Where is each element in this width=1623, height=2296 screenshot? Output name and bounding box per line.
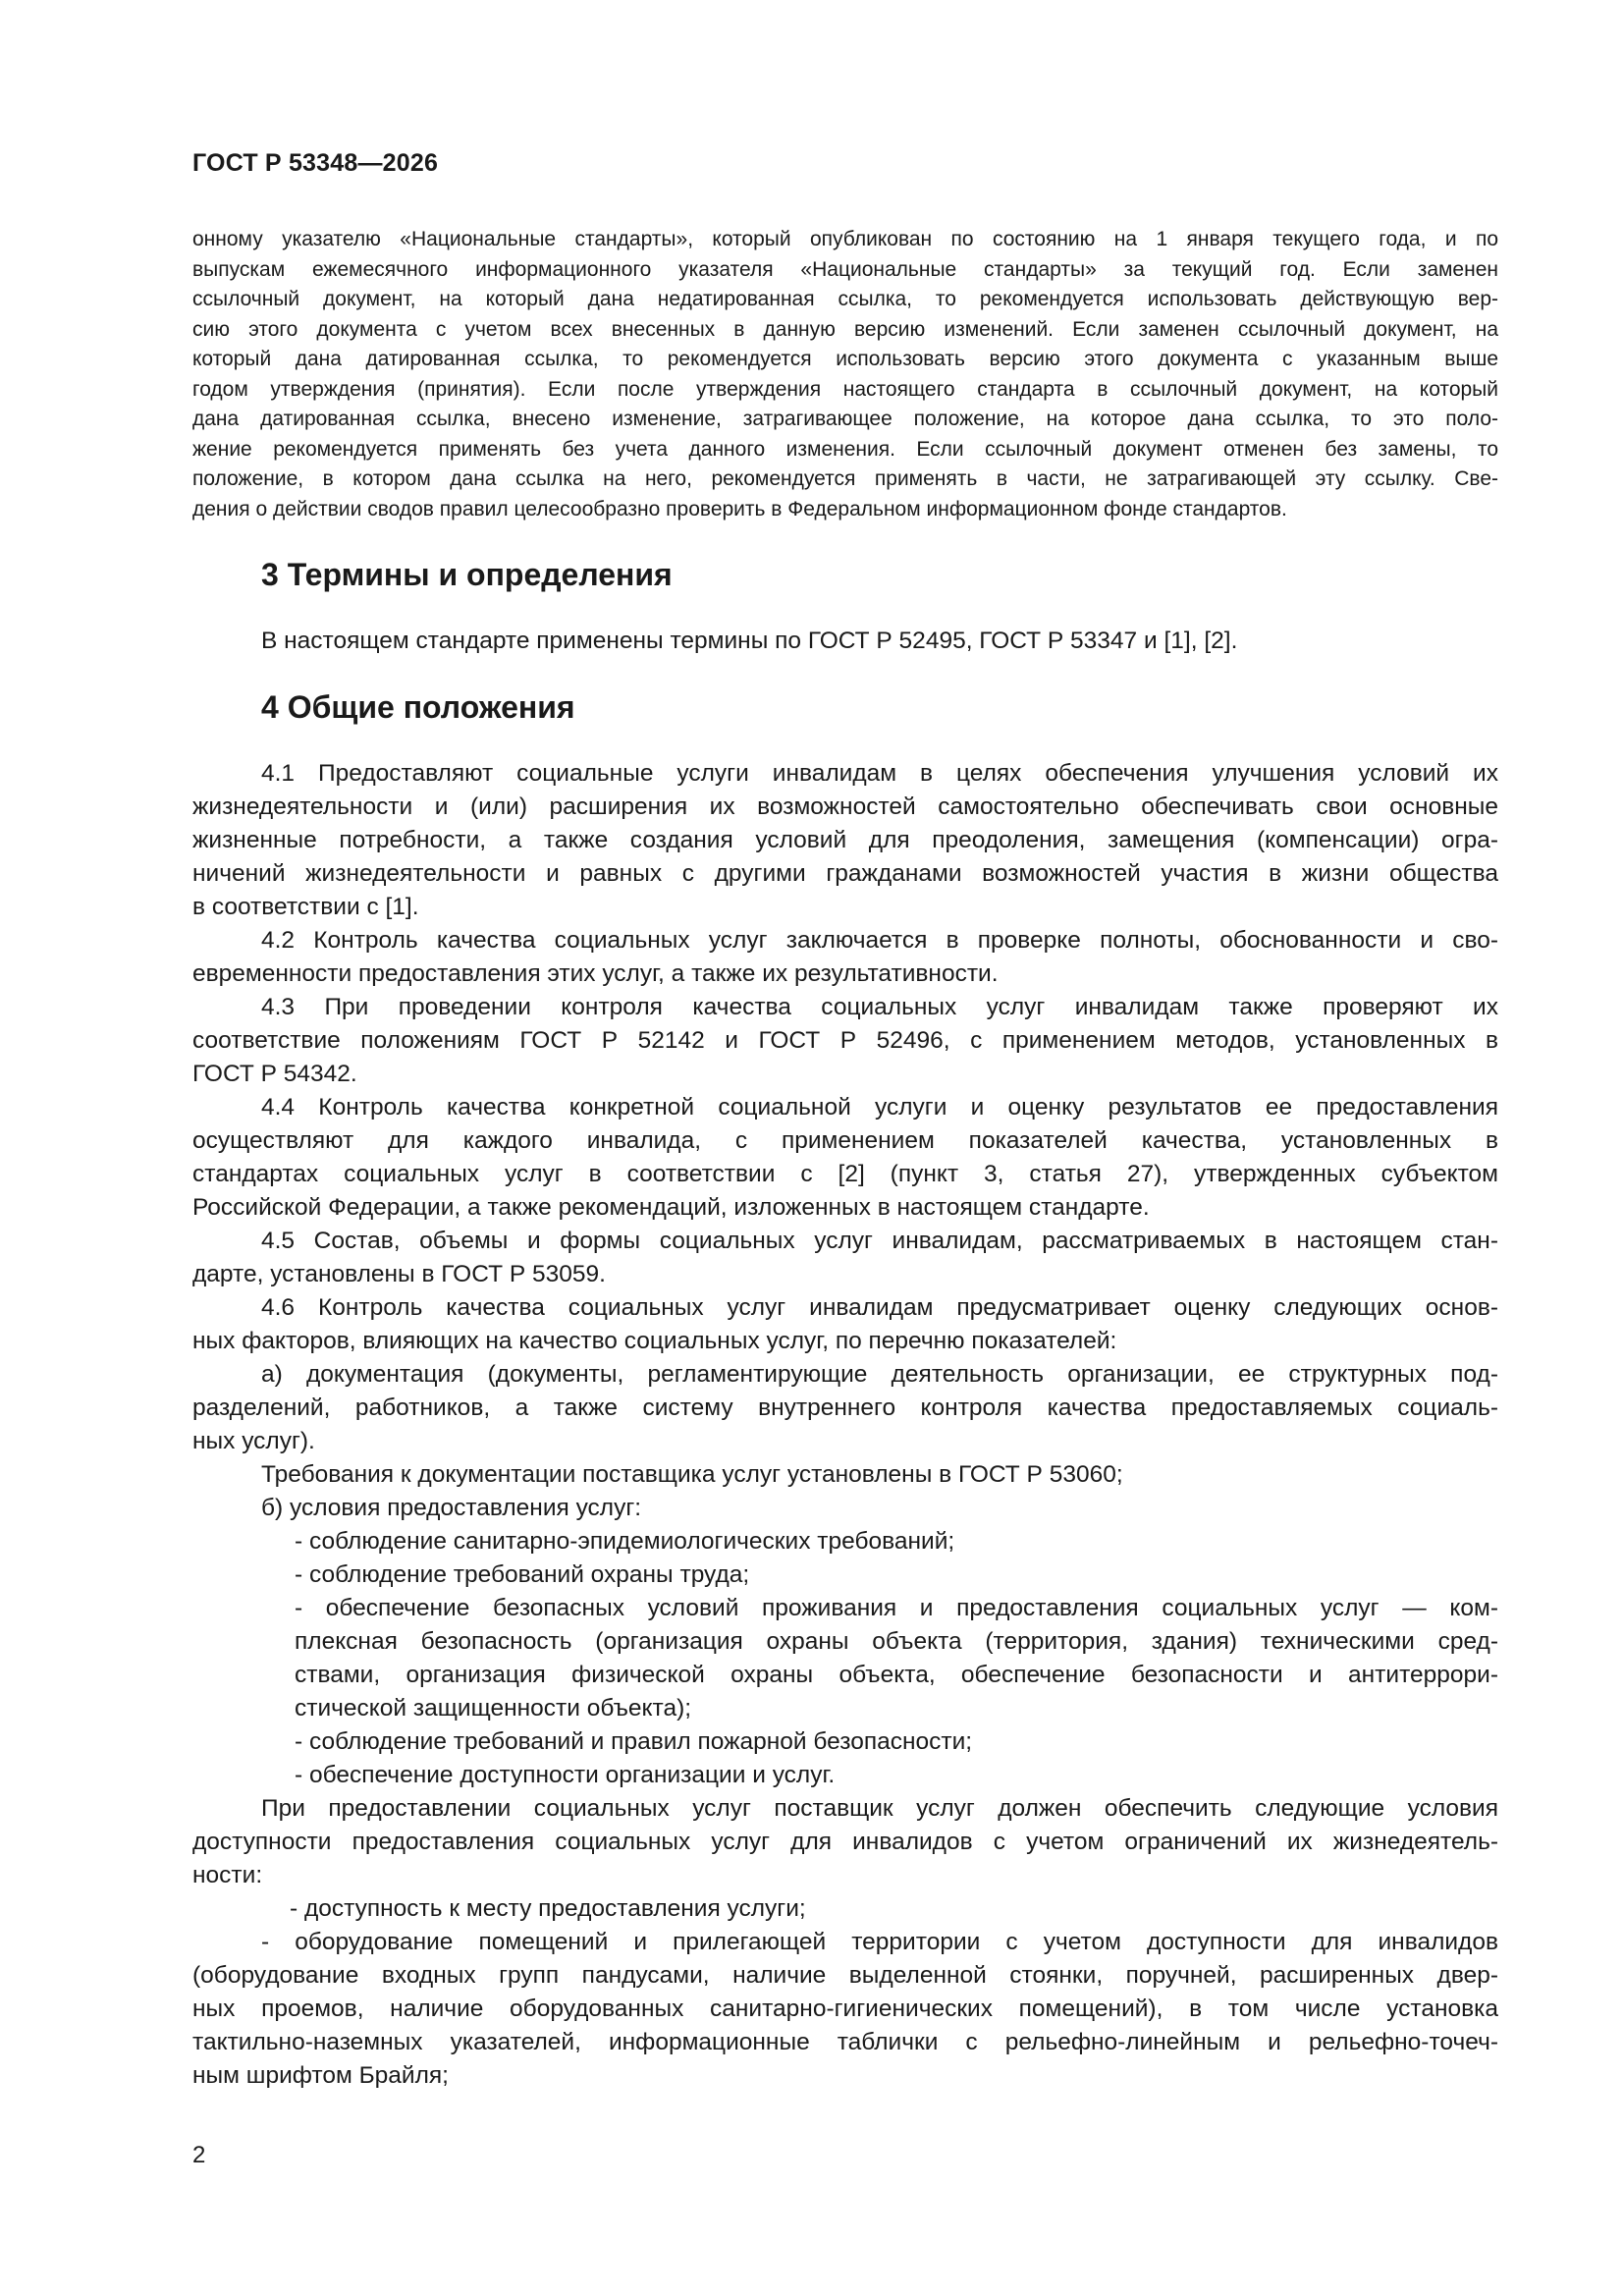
- text-line: разделений, работников, а также систему внутреннего контроля качества предоставляемых социаль-: [192, 1394, 1498, 1421]
- text-line: ных проемов, наличие оборудованных санитарно-гигиенических помещений), в том числе установка: [192, 1995, 1498, 2022]
- document-header: ГОСТ Р 53348—2026: [192, 149, 439, 177]
- text-line: - соблюдение требований охраны труда;: [295, 1561, 750, 1588]
- text-line: ным шрифтом Брайля;: [192, 2062, 449, 2089]
- text-line: - обеспечение доступности организации и услуг.: [295, 1762, 836, 1788]
- text-line: 4.1 Предоставляют социальные услуги инвалидам в целях обеспечения улучшения условий их: [261, 760, 1498, 787]
- text-line: плексная безопасность (организация охраны объекта (территория, здания) техническими сред-: [295, 1628, 1498, 1655]
- text-line: в соответствии с [1].: [192, 894, 419, 920]
- text-line: тактильно-наземных указателей, информационные таблички с рельефно-линейным и рельефно-точеч-: [192, 2029, 1498, 2055]
- text-line: (оборудование входных групп пандусами, наличие выделенной стоянки, поручней, расширенных двер-: [192, 1962, 1498, 1989]
- text-line: который дана датированная ссылка, то рекомендуется использовать версию этого документа с указанным выше: [192, 348, 1498, 370]
- text-line: Требования к документации поставщика услуг установлены в ГОСТ Р 53060;: [261, 1461, 1123, 1488]
- text-line: жизнедеятельности и (или) расширения их возможностей самостоятельно обеспечивать свои основные: [192, 793, 1498, 820]
- text-line: доступности предоставления социальных услуг для инвалидов с учетом ограничений их жизнедеятель-: [192, 1829, 1498, 1855]
- text-line: стандартах социальных услуг в соответствии с [2] (пункт 3, статья 27), утвержденных субъектом: [192, 1161, 1498, 1187]
- text-line: жизненные потребности, а также создания условий для преодоления, замещения (компенсации) огра-: [192, 827, 1498, 853]
- text-line: Российской Федерации, а также рекомендаций, изложенных в настоящем стандарте.: [192, 1194, 1150, 1221]
- text-line: - оборудование помещений и прилегающей территории с учетом доступности для инвалидов: [261, 1929, 1498, 1955]
- section-4-heading: 4 Общие положения: [261, 689, 575, 725]
- text-line: ности:: [192, 1862, 263, 1888]
- text-line: жение рекомендуется применять без учета данного изменения. Если ссылочный документ отменен без замены, то: [192, 437, 1498, 461]
- text-line: онному указателю «Национальные стандарты», который опубликован по состоянию на 1 января текущего года, и по: [192, 228, 1498, 250]
- text-line: 4.4 Контроль качества конкретной социальной услуги и оценку результатов ее предоставления: [261, 1094, 1498, 1121]
- text-line: При предоставлении социальных услуг поставщик услуг должен обеспечить следующие условия: [261, 1795, 1498, 1822]
- text-line: - соблюдение санитарно-эпидемиологических требований;: [295, 1528, 955, 1555]
- text-line: осуществляют для каждого инвалида, с применением показателей качества, установленных в: [192, 1127, 1498, 1154]
- text-line: ных услуг).: [192, 1428, 315, 1454]
- intro-paragraph: [192, 225, 1498, 524]
- section-3-heading: 3 Термины и определения: [261, 557, 673, 592]
- text-line: выпускам ежемесячного информационного указателя «Национальные стандарты» за текущий год. Если заменен: [192, 257, 1498, 281]
- text-line: 4.6 Контроль качества социальных услуг инвалидам предусматривает оценку следующих основ-: [261, 1294, 1498, 1321]
- text-line: 4.2 Контроль качества социальных услуг заключается в проверке полноты, обоснованности и сво-: [261, 927, 1498, 954]
- text-line: соответствие положениям ГОСТ Р 52142 и ГОСТ Р 52496, с применением методов, установленных в: [192, 1027, 1498, 1054]
- text-line: ничений жизнедеятельности и равных с другими гражданами возможностей участия в жизни общества: [192, 860, 1498, 887]
- text-line: а) документация (документы, регламентирующие деятельность организации, ее структурных под-: [261, 1361, 1498, 1388]
- text-line: - обеспечение безопасных условий проживания и предоставления социальных услуг — ком-: [295, 1595, 1498, 1621]
- text-line: - соблюдение требований и правил пожарной безопасности;: [295, 1728, 973, 1755]
- text-line: ствами, организация физической охраны объекта, обеспечение безопасности и антитеррори-: [295, 1662, 1498, 1688]
- text-line: 4.3 При проведении контроля качества социальных услуг инвалидам также проверяют их: [261, 994, 1498, 1020]
- text-line: ных факторов, влияющих на качество социальных услуг, по перечню показателей:: [192, 1328, 1117, 1354]
- text-line: дана датированная ссылка, внесено изменение, затрагивающее положение, на которое дана ссылка, то это поло-: [192, 408, 1498, 430]
- text-line: стической защищенности объекта);: [295, 1695, 692, 1722]
- text-line: годом утверждения (принятия). Если после утверждения настоящего стандарта в ссылочный документ, на который: [192, 377, 1498, 401]
- text-line: ГОСТ Р 54342.: [192, 1061, 357, 1087]
- page-number: 2: [192, 2142, 206, 2168]
- section-3-text: В настоящем стандарте применены термины по ГОСТ Р 52495, ГОСТ Р 53347 и [1], [2].: [261, 628, 1238, 654]
- text-line: дения о действии сводов правил целесообразно проверить в Федеральном информационном фонде стандартов.: [192, 497, 1287, 520]
- text-line: 4.5 Состав, объемы и формы социальных услуг инвалидам, рассматриваемых в настоящем стан-: [261, 1228, 1498, 1254]
- text-line: евременности предоставления этих услуг, а также их результативности.: [192, 960, 999, 987]
- text-line: положение, в котором дана ссылка на него, рекомендуется применять в части, не затрагивающей эту ссылку. Све-: [192, 467, 1498, 490]
- text-line: - доступность к месту предоставления услуги;: [290, 1895, 806, 1922]
- text-line: сию этого документа с учетом всех внесенных в данную версию изменений. Если заменен ссылочный документ, на: [192, 317, 1498, 341]
- text-line: б) условия предоставления услуг:: [261, 1495, 642, 1521]
- text-line: дарте, установлены в ГОСТ Р 53059.: [192, 1261, 606, 1287]
- text-line: ссылочный документ, на который дана недатированная ссылка, то рекомендуется использовать действующую вер-: [192, 288, 1498, 310]
